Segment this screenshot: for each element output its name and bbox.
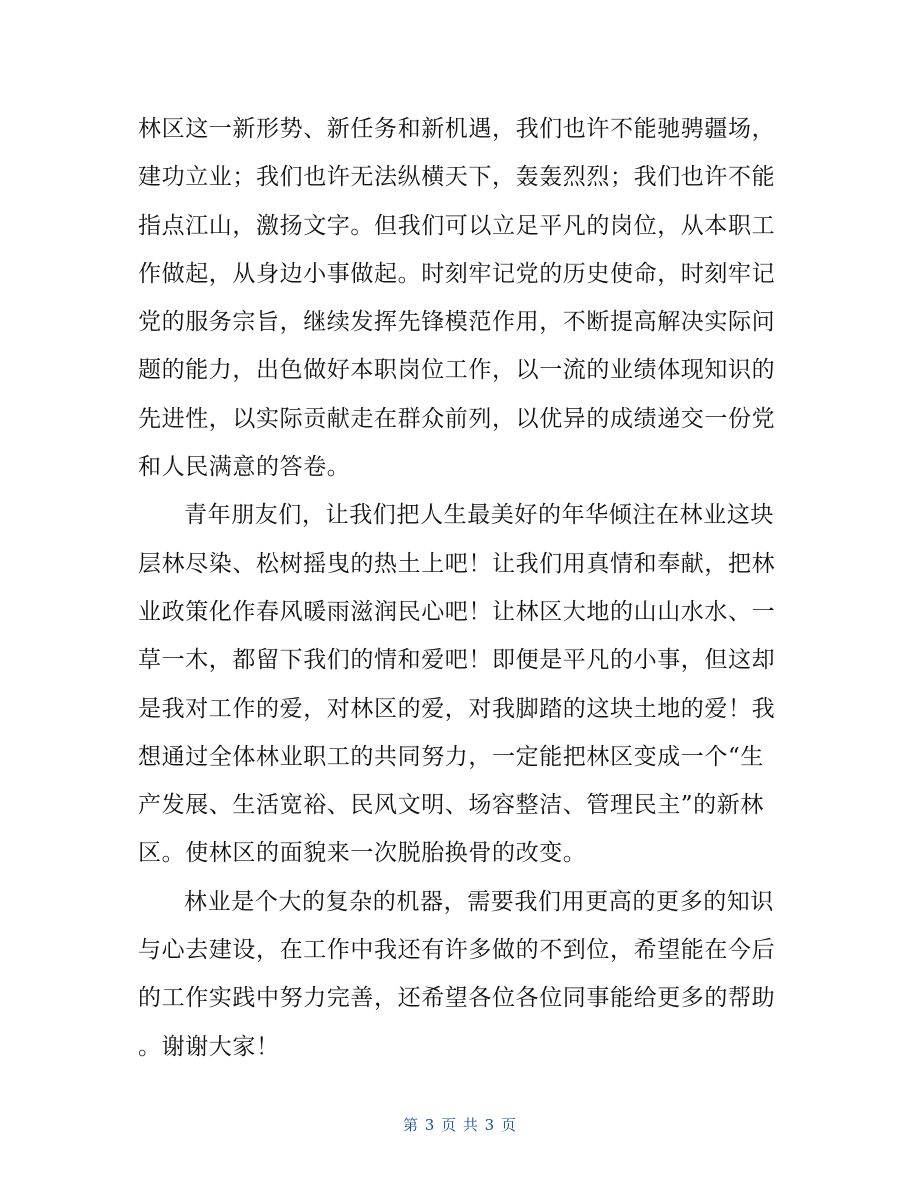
text-line: 。谢谢大家！ <box>138 1033 280 1060</box>
text-line: 指点江山，激扬文字。但我们可以立足平凡的岗位，从本职工 <box>138 212 776 239</box>
text-line: 层林尽染、松树摇曳的热土上吧！让我们用真情和奉献，把林 <box>138 550 776 577</box>
text-line: 题的能力，出色做好本职岗位工作，以一流的业绩体现知识的 <box>138 357 776 384</box>
text-line: 想通过全体林业职工的共同努力，一定能把林区变成一个“生 <box>138 743 764 770</box>
text-line: 作做起，从身边小事做起。时刻牢记党的历史使命，时刻牢记 <box>138 260 776 287</box>
paragraph-2 <box>138 491 788 877</box>
page-number-footer: 第 3 页 共 3 页 <box>403 1116 517 1134</box>
text-line: 林业是个大的复杂的机器，需要我们用更高的更多的知识 <box>184 888 774 915</box>
text-line: 区。使林区的面貌来一次脱胎换骨的改变。 <box>138 840 587 867</box>
document-body <box>138 105 788 1071</box>
text-line: 先进性，以实际贡献走在群众前列，以优异的成绩递交一份党 <box>138 405 776 432</box>
text-line: 是我对工作的爱，对林区的爱，对我脚踏的这块土地的爱！我 <box>138 695 776 722</box>
text-line: 产发展、生活宽裕、民风文明、场容整洁、管理民主”的新林 <box>138 792 764 819</box>
text-line: 林区这一新形势、新任务和新机遇，我们也许不能驰骋疆场， <box>138 116 776 142</box>
text-line: 党的服务宗旨，继续发挥先锋模范作用，不断提高解决实际问 <box>138 309 776 336</box>
text-line: 与心去建设，在工作中我还有许多做的不到位，希望能在今后 <box>138 937 776 964</box>
text-line: 建功立业；我们也许无法纵横天下，轰轰烈烈；我们也许不能 <box>138 164 776 191</box>
text-line: 和人民满意的答卷。 <box>138 454 351 481</box>
text-line: 的工作实践中努力完善，还希望各位各位同事能给更多的帮助 <box>138 985 776 1012</box>
paragraph-3 <box>138 878 788 1071</box>
text-line: 业政策化作春风暖雨滋润民心吧！让林区大地的山山水水、一 <box>138 598 776 625</box>
text-line: 草一木，都留下我们的情和爱吧！即便是平凡的小事，但这却 <box>138 647 776 674</box>
text-line: 青年朋友们，让我们把人生最美好的年华倾注在林业这块 <box>184 502 774 529</box>
paragraph-1 <box>138 105 788 491</box>
